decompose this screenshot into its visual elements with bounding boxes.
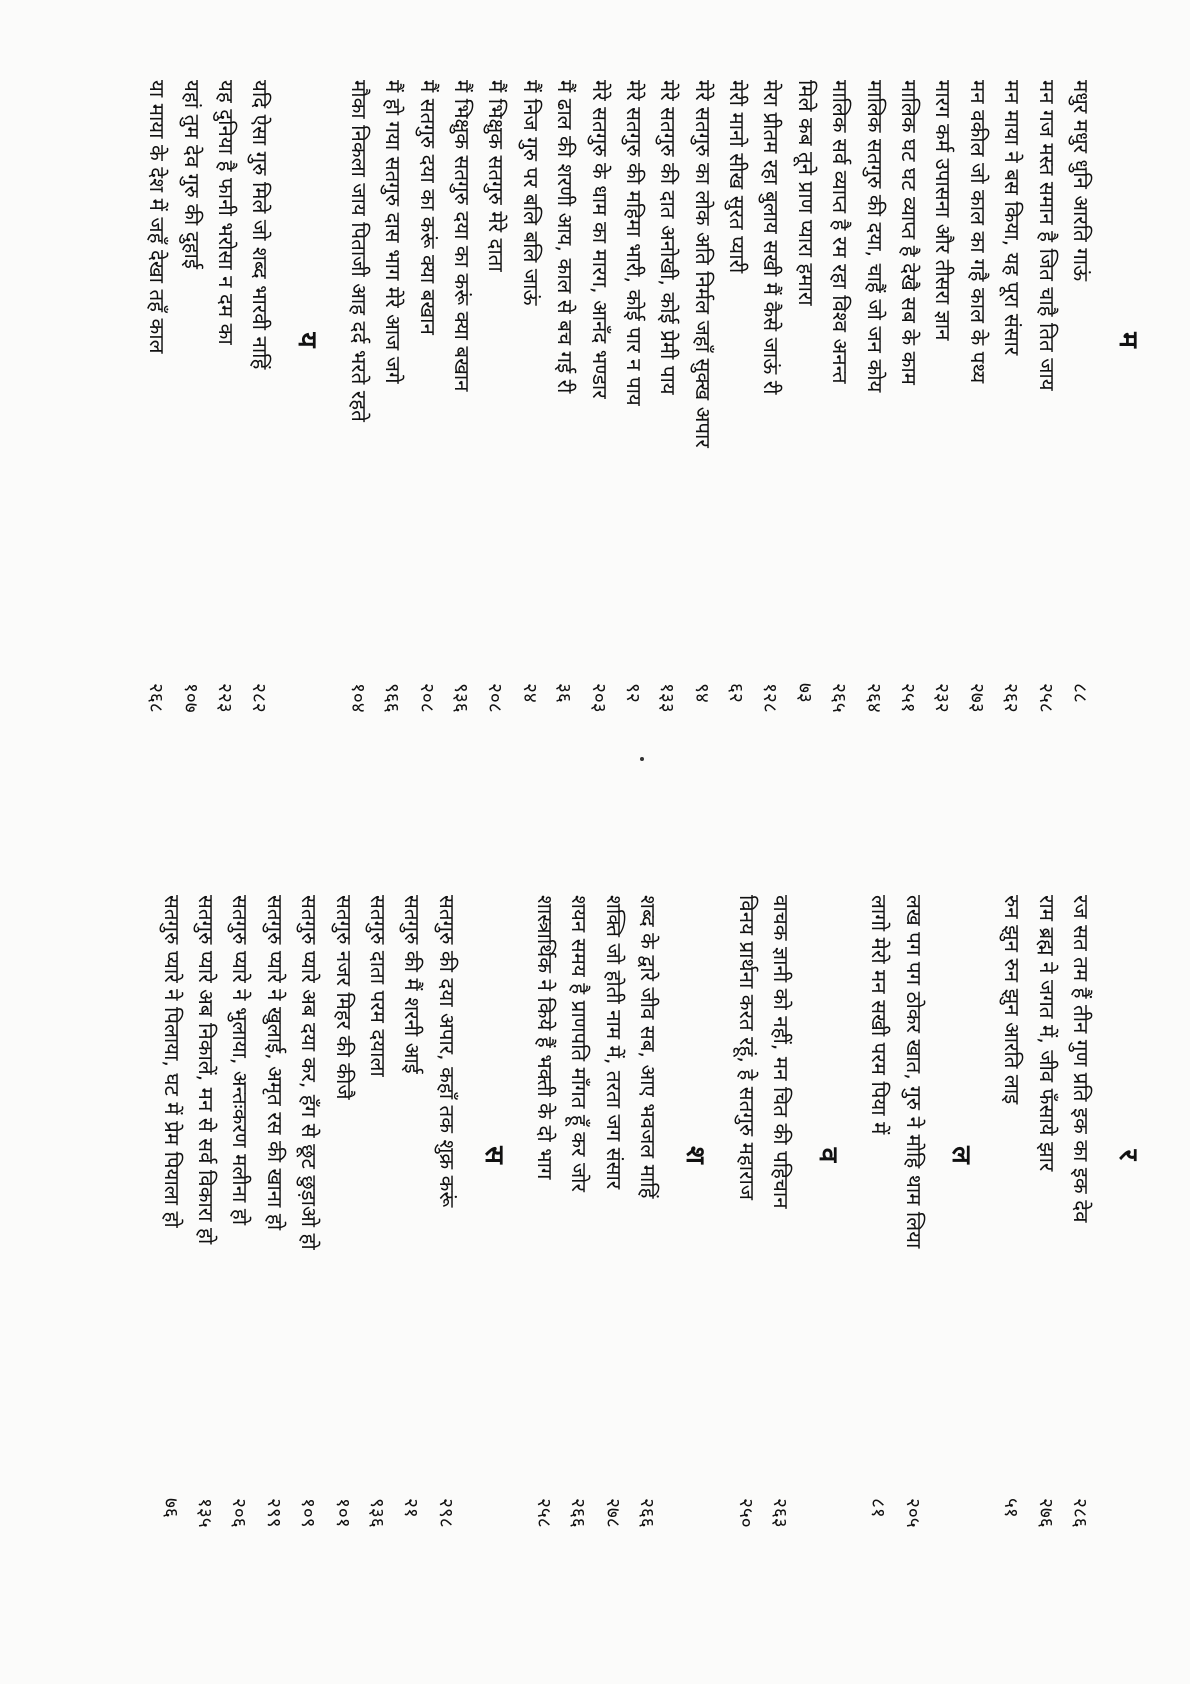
entry-text: या माया के देश में जहँ देखा तहँ काल [145, 80, 170, 354]
entry-text: रुन झुन रुन झुन आरति लाइ [1000, 895, 1025, 1105]
index-entry [548, 80, 582, 870]
index-entry [1029, 895, 1063, 1635]
entry-text: यह दुनिया है फानी भरोसा न दम का [214, 80, 239, 345]
index-entry [1029, 80, 1063, 870]
index-entry [223, 895, 257, 1635]
entry-page-number: २१ [400, 1498, 423, 1518]
entry-text: विनय प्रार्थना करत रहूं, हे सतगुरु महाराज [734, 895, 759, 1201]
entry-page-number: २०८ [484, 683, 507, 713]
index-entry [1064, 895, 1098, 1635]
entry-text: मालिक सर्व व्याप्त है रम रहा विश्व अनन्त [828, 80, 853, 384]
entry-page-number: २६८ [145, 683, 168, 713]
entry-page-number: १०७ [179, 683, 202, 713]
entry-text: मेरे सतगुरु की महिमा भारी, कोई पार न पाय [621, 80, 646, 406]
entry-page-number: ६२ [725, 683, 748, 703]
entry-page-number: १०१ [331, 1498, 354, 1528]
section-heading: म [1113, 332, 1143, 348]
index-entry [823, 80, 857, 870]
index-entry [395, 895, 429, 1635]
index-entry [926, 80, 960, 870]
entry-text: लागो मेरो मन सखी परम पिया में [867, 895, 892, 1135]
entry-text: मेरी मानो सीख सुरत प्यारी [725, 80, 750, 274]
index-entry [729, 895, 763, 1635]
index-entry [764, 895, 798, 1635]
entry-page-number: २६३ [769, 1498, 792, 1528]
index-entry [685, 80, 719, 870]
entry-text: मन माया ने बस किया, यह पूरा संसार [1000, 80, 1025, 356]
entry-text: सतगुरु दाता परम दयाला [365, 895, 390, 1077]
entry-page-number: ३६ [553, 683, 576, 703]
entry-text: सतगुरु की मैं शरनी आई [400, 895, 425, 1074]
index-entry [631, 895, 665, 1635]
entry-page-number: ७३ [793, 683, 816, 703]
index-entry [995, 80, 1029, 870]
index-entry [326, 895, 360, 1635]
entry-page-number: ९३६ [449, 683, 472, 713]
index-entry [995, 895, 1029, 1635]
entry-text: मन वकील जो काल का गहै काल के पथ्य [965, 80, 990, 384]
index-entry [596, 895, 630, 1635]
entry-text: मैं ढाल की शरणी आय, काल से बच गई री [553, 80, 578, 394]
index-entry [862, 895, 896, 1635]
index-entry [140, 80, 174, 870]
entry-text: यहां तुम देव गुरु की दुहाई [179, 80, 204, 269]
entry-text: मन गज मस्त समान है जित चाहै तित जाय [1034, 80, 1059, 391]
index-entry [582, 80, 616, 870]
entry-page-number: २६६ [636, 1498, 659, 1528]
entry-page-number: १०४ [346, 683, 369, 713]
entry-page-number: १३५ [193, 1498, 216, 1528]
entry-page-number: ९२ [621, 683, 644, 703]
entry-page-number: २४ [518, 683, 541, 703]
index-entry [209, 80, 243, 870]
entry-page-number: ९६६ [381, 683, 404, 713]
entry-page-number: १०९ [297, 1498, 320, 1528]
entry-page-number: २५८ [1034, 683, 1057, 713]
entry-page-number: २६५ [828, 683, 851, 713]
index-entry [617, 80, 651, 870]
index-entry [651, 80, 685, 870]
entry-page-number: २२३ [214, 683, 237, 713]
entry-text: मैं भिक्षुक सतगुरु दया का करूं क्या बखान [449, 80, 474, 392]
index-entry [896, 895, 930, 1635]
index-entry [361, 895, 395, 1635]
entry-page-number: ८८ [1069, 683, 1091, 703]
entry-text: शब्द के द्वारे जीव सब, आए भवजल माहिं [636, 895, 661, 1199]
entry-page-number: २९८ [434, 1498, 457, 1528]
entry-text: वाचक ज्ञानी को नहीं, मन चित की पहिचान [769, 895, 794, 1209]
section-heading: ल [945, 1146, 976, 1164]
entry-text: सतगुरु की दया अपार, कहाँ तक शुक्र करूं [434, 895, 459, 1208]
index-entry [892, 80, 926, 870]
index-entry [562, 895, 596, 1635]
index-entry [292, 895, 326, 1635]
entry-page-number: २५० [734, 1498, 757, 1528]
entry-page-number: ९४ [690, 683, 713, 703]
entry-page-number: २०५ [901, 1498, 924, 1528]
index-entry [429, 895, 463, 1635]
entry-page-number: १३३ [656, 683, 679, 713]
entry-page-number: २०६ [228, 1498, 251, 1528]
entry-text: सतगुरु प्यारे ने भुलाया, अन्तःकरण मलीना हो [228, 895, 253, 1226]
index-entry [720, 80, 754, 870]
entry-page-number: २७३ [965, 683, 988, 713]
index-entry [341, 80, 375, 870]
entry-text: शयन समय है प्राणपति माँगत हूँ कर जोर [567, 895, 592, 1192]
index-entry [479, 80, 513, 870]
entry-page-number: २६६ [567, 1498, 590, 1528]
index-entry [243, 80, 277, 870]
index-entry [788, 80, 822, 870]
index-entry [410, 80, 444, 870]
index-entry [513, 80, 547, 870]
entry-page-number: २५१ [897, 683, 920, 713]
entry-page-number: २७६ [1034, 1498, 1057, 1528]
entry-page-number: २३२ [931, 683, 954, 713]
entry-text: सतगुरु प्यारे ने पिलाया, घट में प्रेम पियाला हो [159, 895, 184, 1228]
entry-page-number: २५८ [533, 1498, 556, 1528]
entry-text: मिले कब तूने प्राण प्यारा हमारा [793, 80, 818, 306]
entry-page-number: २०८ [415, 683, 438, 713]
entry-text: मेरे सतगुरु की दात अनोखी, कोई प्रेमी पाय [656, 80, 681, 395]
entry-text: शास्त्रार्थिक ने किये हैं भक्ती के दो भाग [533, 895, 558, 1180]
entry-text: सतगुरु प्यारे अब निकालें, मन से सर्व विकारा हो [193, 895, 218, 1245]
entry-text: मैं निज गुरु पर बलि बलि जाऊं [518, 80, 543, 306]
entry-page-number: १२८ [759, 683, 782, 713]
entry-text: मालिक सतगुरु की दया, चाहैं जो जन कोय [862, 80, 887, 393]
entry-page-number: २८६ [1069, 1498, 1091, 1528]
index-entry [445, 80, 479, 870]
entry-text: मौका निकला जाय पिताजी आह दर्द भरते रहते [346, 80, 371, 422]
entry-page-number: २७८ [601, 1498, 624, 1528]
index-entry [174, 80, 208, 870]
entry-text: मैं सतगुरु दया का करूं क्या बखान [415, 80, 440, 335]
section-heading: श [680, 1146, 711, 1164]
scan-speck [640, 757, 644, 761]
entry-text: सतगुरु नजर मिहर की कीजै [331, 895, 356, 1100]
entry-text: मधुर मधुर धुनि आरति गाऊं [1069, 80, 1093, 282]
index-entry [189, 895, 223, 1635]
entry-page-number: ९३६ [365, 1498, 388, 1528]
section-heading: व [813, 1147, 844, 1163]
entry-text: सतगुरु प्यारे अब दया कर, हँग से छूट छुड़ाओ हो [297, 895, 322, 1250]
index-entry [754, 80, 788, 870]
entry-text: मैं हो गया सतगुरु दास भाग मेरे आज जगे [381, 80, 406, 384]
entry-page-number: २०३ [587, 683, 610, 713]
entry-text: मालिक घट घट व्याप्त है देखै सब के काम [897, 80, 922, 385]
entry-text: मैं भिक्षुक सतगुरु मेरे दाता [484, 80, 509, 272]
entry-page-number: ७६ [159, 1498, 182, 1518]
left-column [30, 80, 1150, 870]
index-entry [376, 80, 410, 870]
index-entry [528, 895, 562, 1635]
entry-text: लख पग पग ठोकर खात, गुरु ने मोहि थाम लिया [901, 895, 926, 1249]
index-entry [257, 895, 291, 1635]
section-heading: स [478, 1146, 509, 1164]
section-heading: र [1113, 1149, 1143, 1161]
entry-text: सतगुरु प्यारे ने खुलाई, अमृत रस की खाना हो [262, 895, 287, 1231]
entry-page-number: २९९ [262, 1498, 285, 1528]
index-entry [1064, 80, 1098, 870]
entry-page-number: ५१ [1000, 1498, 1023, 1518]
index-entry [960, 80, 994, 870]
entry-page-number: २६४ [862, 683, 885, 713]
entry-page-number: २६२ [1000, 683, 1023, 713]
entry-text: शक्ति जो होती नाम में, तरता जग संसार [601, 895, 626, 1190]
entry-text: रज सत तम हैं तीन गुण प्रति इक का इक देव [1069, 895, 1093, 1223]
entry-text: मेरे सतगुरु के धाम का मारग, आनँद भण्डार [587, 80, 612, 399]
section-heading: य [292, 332, 323, 348]
index-entry [857, 80, 891, 870]
entry-page-number: २८२ [248, 683, 271, 713]
entry-text: मेरे सतगुरु का लोक अति निर्मल जहाँ सुक्ख अपार [690, 80, 715, 448]
entry-text: मेरा प्रीतम रहा बुलाय सखी मैं कैसे जाऊं री [759, 80, 784, 395]
entry-text: राम ब्रह्म ने जगत में, जीव फँसाये झार [1034, 895, 1059, 1172]
entry-text: मारग कर्म उपासना और तीसरा ज्ञान [931, 80, 956, 341]
entry-page-number: ८१ [867, 1498, 890, 1518]
entry-text: यदि ऐसा गुरु मिले जो शब्द भारवी नाहिं [248, 80, 273, 370]
right-column [30, 895, 1150, 1635]
index-entry [154, 895, 188, 1635]
